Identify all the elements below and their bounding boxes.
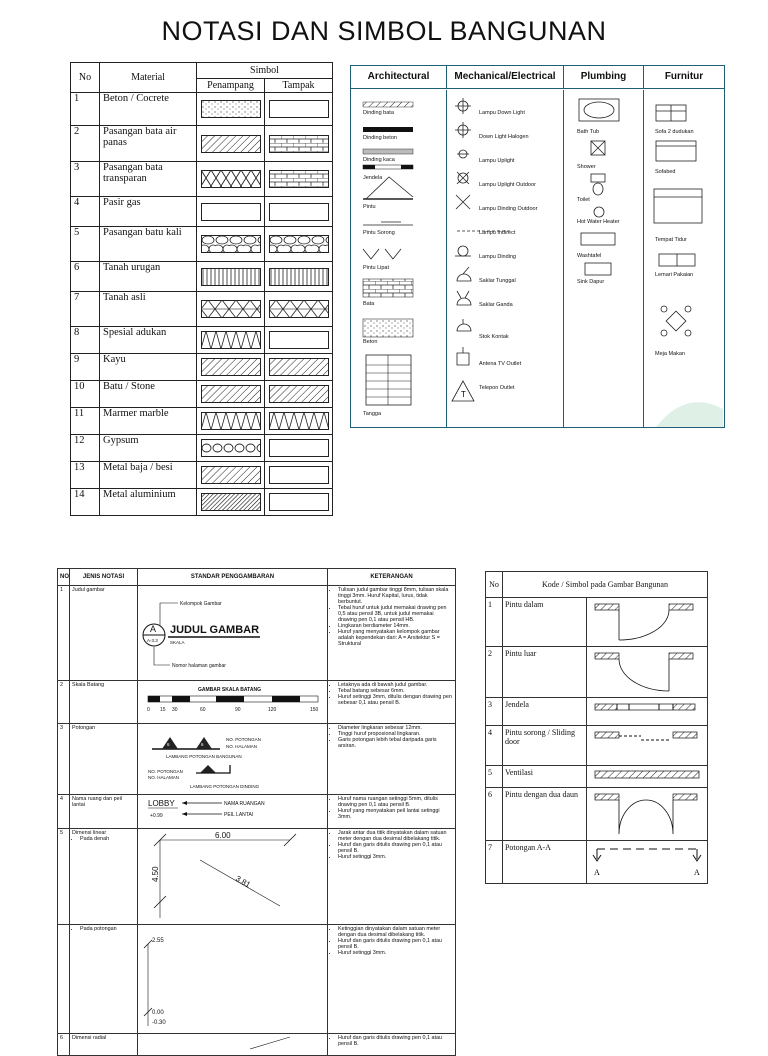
kode-header-no: No bbox=[486, 572, 503, 598]
material-row bbox=[71, 227, 333, 262]
material-row bbox=[71, 354, 333, 381]
material-row bbox=[71, 381, 333, 408]
kode-row bbox=[486, 647, 708, 698]
penampang-symbol bbox=[197, 327, 265, 354]
kode-no: 4 bbox=[486, 726, 503, 766]
kode-symbol bbox=[587, 647, 708, 698]
svg-text:150: 150 bbox=[310, 707, 319, 713]
notasi-jenis: Dimensi radial bbox=[70, 1034, 138, 1056]
penampang-symbol bbox=[197, 462, 265, 489]
notasi-drawing bbox=[138, 586, 328, 681]
tampak-symbol bbox=[265, 381, 333, 408]
material-row bbox=[71, 162, 333, 197]
legend-label-arch: Bata bbox=[363, 301, 375, 307]
kode-header-title: Kode / Simbol pada Gambar Bangunan bbox=[502, 572, 707, 598]
kode-no: 7 bbox=[486, 841, 503, 884]
legend-header-mech: Mechanical/Electrical bbox=[447, 66, 564, 88]
legend-label-arch: Jendela bbox=[363, 175, 383, 181]
col-simbol: Simbol bbox=[197, 63, 333, 79]
legend-label-plumb: Sink Dapur bbox=[577, 279, 605, 285]
kode-no: 6 bbox=[486, 788, 503, 841]
svg-text:JUDUL GAMBAR: JUDUL GAMBAR bbox=[170, 624, 260, 636]
penampang-symbol bbox=[197, 93, 265, 126]
material-name: Marmer marble bbox=[100, 408, 197, 435]
svg-text:GAMBAR SKALA BATANG: GAMBAR SKALA BATANG bbox=[198, 687, 261, 693]
notasi-no: 5 bbox=[58, 829, 70, 925]
legend-label-furn: Sofabed bbox=[655, 169, 676, 175]
legend-label-furn: Lemari Pakaian bbox=[655, 272, 694, 278]
material-row bbox=[71, 126, 333, 162]
notasi-row bbox=[58, 586, 456, 681]
col-material: Material bbox=[100, 63, 197, 93]
svg-text:LAMBANG POTONGAN DINDING: LAMBANG POTONGAN DINDING bbox=[190, 784, 260, 789]
legend-label-plumb: Shower bbox=[577, 164, 596, 170]
tampak-symbol bbox=[265, 197, 333, 227]
svg-text:NO. HALAMAN: NO. HALAMAN bbox=[226, 744, 258, 749]
kode-name: Ventilasi bbox=[502, 766, 586, 788]
svg-text:SKALA: SKALA bbox=[170, 640, 185, 645]
notasi-keterangan: • Tulisan judul gambar tinggi 8mm, tulisan skala tinggi 3mm. Huruf Kapital, lurus, tidak berbuntut. • Tebal huruf untuk judul memakai drawing pen 0,5 atau pensil 3B, untuk judul memakai drawing pen 0,1 atau pensil HB. • Lingkaran berdiameter 14mm. • Huruf yang menyatakan kelompok gambar adalah kependekan dari: A = Arsitektur S = Struktural bbox=[328, 586, 456, 681]
tampak-symbol bbox=[265, 462, 333, 489]
material-name: Kayu bbox=[100, 354, 197, 381]
material-name: Pasangan bata transparan bbox=[100, 162, 197, 197]
kode-name: Pintu dengan dua daun bbox=[502, 788, 586, 841]
material-no: 1 bbox=[71, 93, 100, 126]
svg-text:3.81: 3.81 bbox=[234, 873, 252, 890]
svg-text:+0.99: +0.99 bbox=[150, 813, 163, 819]
notasi-jenis: Nama ruang dan peil lantai bbox=[70, 795, 138, 829]
material-no: 3 bbox=[71, 162, 100, 197]
col-tampak: Tampak bbox=[265, 79, 333, 93]
material-no: 5 bbox=[71, 227, 100, 262]
svg-text:T: T bbox=[461, 390, 466, 399]
svg-text:15: 15 bbox=[160, 707, 166, 713]
svg-text:60: 60 bbox=[200, 707, 206, 713]
notasi-drawing bbox=[138, 925, 328, 1034]
tampak-symbol bbox=[265, 435, 333, 462]
penampang-symbol bbox=[197, 262, 265, 292]
notasi-keterangan: • Huruf dan garis ditulis drawing pen 0,1 atau pensil B. bbox=[328, 1034, 456, 1056]
kode-simbol-table bbox=[485, 571, 708, 882]
legend-label-arch: Pintu Sorong bbox=[363, 230, 395, 236]
legend-label-mech: Lampu Uplight Outdoor bbox=[479, 182, 536, 188]
svg-text:NO. POTONGAN: NO. POTONGAN bbox=[226, 737, 261, 742]
notasi-header-keterangan: KETERANGAN bbox=[328, 569, 456, 586]
legend-header-arch: Architectural bbox=[351, 66, 447, 88]
penampang-symbol bbox=[197, 126, 265, 162]
material-row bbox=[71, 327, 333, 354]
kode-name: Pintu dalam bbox=[502, 598, 586, 647]
material-row bbox=[71, 262, 333, 292]
notasi-keterangan: • Letaknya ada di bawah judul gambar. • Tebal batang sebesar 6mm. • Huruf setinggi 3mm, ditulis dengan drawing pen sebesar 0,1 atau pensil B. bbox=[328, 681, 456, 724]
material-name: Gypsum bbox=[100, 435, 197, 462]
legend-label-arch: Pintu Lipat bbox=[363, 265, 389, 271]
kode-symbol bbox=[587, 841, 708, 884]
legend-label-plumb: Bath Tub bbox=[577, 129, 600, 135]
material-no: 12 bbox=[71, 435, 100, 462]
tampak-symbol bbox=[265, 354, 333, 381]
kode-row bbox=[486, 788, 708, 841]
svg-text:PEIL LANTAI: PEIL LANTAI bbox=[224, 812, 254, 818]
material-name: Spesial adukan bbox=[100, 327, 197, 354]
tampak-symbol bbox=[265, 227, 333, 262]
notasi-no bbox=[58, 925, 70, 1034]
svg-text:-0.30: -0.30 bbox=[152, 1020, 166, 1026]
kode-row bbox=[486, 698, 708, 726]
kode-row bbox=[486, 766, 708, 788]
material-name: Tanah urugan bbox=[100, 262, 197, 292]
material-no: 13 bbox=[71, 462, 100, 489]
material-no: 8 bbox=[71, 327, 100, 354]
notasi-drawing bbox=[138, 681, 328, 724]
legend-label-mech: Antena TV Outlet bbox=[479, 361, 522, 367]
notasi-no: 3 bbox=[58, 724, 70, 795]
material-name: Batu / Stone bbox=[100, 381, 197, 408]
penampang-symbol bbox=[197, 227, 265, 262]
col-penampang: Penampang bbox=[197, 79, 265, 93]
kode-symbol bbox=[587, 766, 708, 788]
notasi-keterangan: • Ketinggian dinyatakan dalam satuan meter dengan dua desimal dibelakang titik. • Huruf dan garis ditulis drawing pen 0,1 atau pensil B. • Huruf setinggi 3mm. bbox=[328, 925, 456, 1034]
legend-label-plumb: Washtafel bbox=[577, 253, 602, 259]
legend-label-plumb: Toilet bbox=[577, 197, 590, 203]
legend-label-mech: Lampu Uplight bbox=[479, 158, 515, 164]
material-row bbox=[71, 462, 333, 489]
material-row bbox=[71, 93, 333, 126]
material-no: 4 bbox=[71, 197, 100, 227]
material-row bbox=[71, 489, 333, 516]
svg-text:6: 6 bbox=[167, 742, 170, 747]
material-name: Pasangan batu kali bbox=[100, 227, 197, 262]
legend-symbols bbox=[351, 89, 723, 427]
svg-text:LAMBANG POTONGAN BANGUNAN: LAMBANG POTONGAN BANGUNAN bbox=[166, 754, 242, 759]
tampak-symbol bbox=[265, 262, 333, 292]
penampang-symbol bbox=[197, 489, 265, 516]
material-no: 7 bbox=[71, 292, 100, 327]
material-no: 14 bbox=[71, 489, 100, 516]
material-row bbox=[71, 435, 333, 462]
svg-text:2.55: 2.55 bbox=[152, 938, 164, 944]
notasi-row bbox=[58, 724, 456, 795]
kode-no: 3 bbox=[486, 698, 503, 726]
penampang-symbol bbox=[197, 354, 265, 381]
tampak-symbol bbox=[265, 162, 333, 197]
svg-text:0.00: 0.00 bbox=[152, 1010, 164, 1016]
material-row bbox=[71, 197, 333, 227]
svg-text:Nomor halaman gambar: Nomor halaman gambar bbox=[172, 663, 226, 669]
page-title: NOTASI DAN SIMBOL BANGUNAN bbox=[161, 16, 607, 46]
svg-text:4.50: 4.50 bbox=[151, 866, 160, 882]
legend-label-mech: Lampu Indirect bbox=[479, 230, 516, 236]
legend-label-arch: Beton bbox=[363, 339, 378, 345]
material-no: 2 bbox=[71, 126, 100, 162]
kode-name: Jendela bbox=[502, 698, 586, 726]
notasi-row bbox=[58, 1034, 456, 1056]
kode-row bbox=[486, 841, 708, 884]
material-name: Metal aluminium bbox=[100, 489, 197, 516]
notasi-drawing bbox=[138, 795, 328, 829]
penampang-symbol bbox=[197, 381, 265, 408]
kode-symbol bbox=[587, 788, 708, 841]
legend-label-furn: Tempat Tidur bbox=[655, 237, 687, 243]
legend-label-mech: Lampu Dinding Outdoor bbox=[479, 206, 538, 212]
legend-label-arch: Tangga bbox=[363, 411, 382, 417]
notasi-table bbox=[57, 568, 456, 1047]
legend-label-furn: Meja Makan bbox=[655, 351, 685, 357]
material-no: 10 bbox=[71, 381, 100, 408]
penampang-symbol bbox=[197, 162, 265, 197]
legend-label-plumb: Hot Water Heater bbox=[577, 219, 620, 225]
tampak-symbol bbox=[265, 489, 333, 516]
legend-label-mech: Saklar Ganda bbox=[479, 302, 513, 308]
notasi-no: 6 bbox=[58, 1034, 70, 1056]
notasi-jenis: Judul gambar bbox=[70, 586, 138, 681]
kode-symbol bbox=[587, 726, 708, 766]
notasi-sub: • Pada potongan bbox=[80, 926, 135, 932]
material-name: Tanah asli bbox=[100, 292, 197, 327]
kode-no: 5 bbox=[486, 766, 503, 788]
notasi-header-no: NO bbox=[58, 569, 70, 586]
material-name: Pasir gas bbox=[100, 197, 197, 227]
notasi-header-jenis: JENIS NOTASI bbox=[70, 569, 138, 586]
svg-text:A: A bbox=[694, 868, 700, 877]
kode-no: 2 bbox=[486, 647, 503, 698]
kode-no: 1 bbox=[486, 598, 503, 647]
notasi-row bbox=[58, 795, 456, 829]
notasi-row bbox=[58, 925, 456, 1034]
material-no: 9 bbox=[71, 354, 100, 381]
penampang-symbol bbox=[197, 197, 265, 227]
material-no: 11 bbox=[71, 408, 100, 435]
kode-symbol bbox=[587, 598, 708, 647]
svg-text:A: A bbox=[150, 624, 157, 634]
tampak-symbol bbox=[265, 126, 333, 162]
material-name: Pasangan bata air panas bbox=[100, 126, 197, 162]
legend-label-arch: Dinding kaca bbox=[363, 157, 395, 163]
tampak-symbol bbox=[265, 93, 333, 126]
legend-label-mech: Stok Kontak bbox=[479, 334, 509, 340]
tampak-symbol bbox=[265, 292, 333, 327]
col-no: No bbox=[71, 63, 100, 93]
svg-text:A: A bbox=[594, 868, 600, 877]
legend-label-mech: Saklar Tunggal bbox=[479, 278, 516, 284]
kode-row bbox=[486, 598, 708, 647]
material-row bbox=[71, 408, 333, 435]
svg-text:120: 120 bbox=[268, 707, 277, 713]
kode-name: Pintu luar bbox=[502, 647, 586, 698]
notasi-no: 1 bbox=[58, 586, 70, 681]
notasi-row bbox=[58, 681, 456, 724]
notasi-jenis: Potongan bbox=[70, 724, 138, 795]
svg-text:30: 30 bbox=[172, 707, 178, 713]
svg-text:6.00: 6.00 bbox=[215, 831, 231, 840]
legend-header-furn: Furnitur bbox=[664, 71, 704, 82]
svg-text:NAMA RUANGAN: NAMA RUANGAN bbox=[224, 801, 265, 807]
kode-name: Potongan A-A bbox=[502, 841, 586, 884]
legend-label-mech: Lampu Down Light bbox=[479, 110, 525, 116]
material-row bbox=[71, 292, 333, 327]
notasi-sub: • Pada denah bbox=[80, 836, 135, 842]
legend-label-furn: Sofa 2 dudukan bbox=[655, 129, 694, 135]
kode-symbol bbox=[587, 698, 708, 726]
penampang-symbol bbox=[197, 408, 265, 435]
tampak-symbol bbox=[265, 408, 333, 435]
penampang-symbol bbox=[197, 292, 265, 327]
svg-text:Kelompok Gambar: Kelompok Gambar bbox=[180, 601, 222, 607]
tampak-symbol bbox=[265, 327, 333, 354]
notasi-drawing bbox=[138, 724, 328, 795]
svg-text:A-3.3: A-3.3 bbox=[147, 638, 158, 643]
svg-text:0: 0 bbox=[147, 707, 150, 713]
notasi-keterangan: • Diameter lingkaran sebesar 12mm. • Tinggi huruf proposional lingkaran. • Garis potongan lebih tebal daripada garis arsiran. bbox=[328, 724, 456, 795]
material-no: 6 bbox=[71, 262, 100, 292]
symbol-legend bbox=[350, 65, 725, 428]
notasi-drawing bbox=[138, 1034, 328, 1056]
legend-label-arch: Dinding beton bbox=[363, 135, 397, 141]
notasi-jenis: Dimensi linear • Pada denah bbox=[70, 829, 138, 925]
penampang-symbol bbox=[197, 435, 265, 462]
legend-label-mech: Lampu Dinding bbox=[479, 254, 516, 260]
legend-label-arch: Pintu bbox=[363, 204, 376, 210]
svg-text:NO. HALAMAN: NO. HALAMAN bbox=[148, 775, 180, 780]
kode-row bbox=[486, 726, 708, 766]
material-name: Metal baja / besi bbox=[100, 462, 197, 489]
legend-label-arch: Dinding bata bbox=[363, 110, 394, 116]
legend-label-mech: Down Light Halogen bbox=[479, 134, 529, 140]
legend-label-mech: Telepon Outlet bbox=[479, 385, 515, 391]
notasi-no: 4 bbox=[58, 795, 70, 829]
svg-text:6: 6 bbox=[201, 742, 204, 747]
notasi-keterangan: • Jarak antar dua titik dinyatakan dalam satuan meter dengan dua desimal dibelakang titik. • Huruf dan garis ditulis drawing pen 0,1 atau pensil B. • Huruf setinggi 3mm. bbox=[328, 829, 456, 925]
svg-text:NO. POTONGAN: NO. POTONGAN bbox=[148, 769, 183, 774]
svg-text:LOBBY: LOBBY bbox=[148, 799, 175, 808]
material-name: Beton / Cocrete bbox=[100, 93, 197, 126]
material-symbols-table bbox=[70, 62, 333, 527]
notasi-jenis bbox=[70, 925, 138, 1034]
svg-text:90: 90 bbox=[235, 707, 241, 713]
notasi-header-standar: STANDAR PENGGAMBARAN bbox=[138, 569, 328, 586]
notasi-drawing bbox=[138, 829, 328, 925]
notasi-keterangan: • Huruf nama ruangan setinggi 5mm, ditulis drawing pen 0,1 atau pensil B. • Huruf yang menyatakan peil lantai setinggi 3mm. bbox=[328, 795, 456, 829]
notasi-jenis: Skala Batang bbox=[70, 681, 138, 724]
notasi-row bbox=[58, 829, 456, 925]
legend-header-plumb: Plumbing bbox=[564, 66, 644, 88]
notasi-no: 2 bbox=[58, 681, 70, 724]
kode-name: Pintu sorong / Sliding door bbox=[502, 726, 586, 766]
